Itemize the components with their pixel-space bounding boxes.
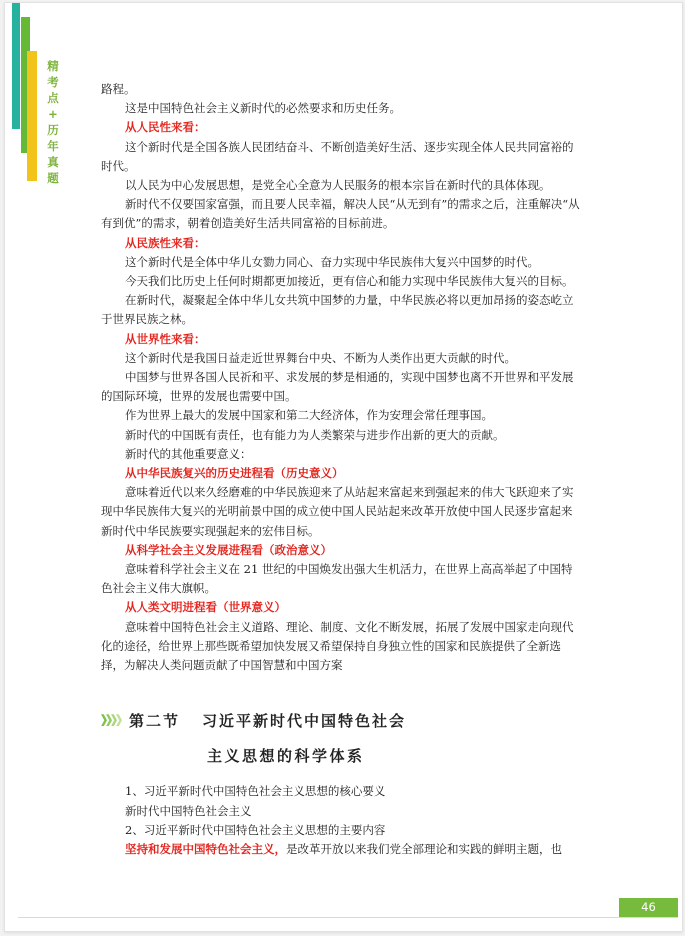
- section-body: [101, 782, 581, 859]
- list-item: 2、习近平新时代中国特色社会主义思想的主要内容: [125, 822, 386, 837]
- chevrons-icon: [101, 714, 121, 726]
- paragraph: 中国梦与世界各国人民祈和平、求发展的梦是相通的，实现中国梦也离不开世界和平发展的国际环境，世界的发展也需要中国。: [101, 370, 574, 404]
- decor-bar-teal: [12, 3, 20, 129]
- section-title-continued: 主义思想的科学体系: [207, 747, 365, 766]
- page-number: 46: [619, 898, 678, 917]
- highlight-text: 坚持和发展中国特色社会主义，: [125, 841, 286, 856]
- decor-bar-yellow: [27, 51, 37, 181]
- list-item: 新时代中国特色社会主义: [125, 803, 252, 818]
- paragraph: 这是中国特色社会主义新时代的必然要求和历史任务。: [125, 101, 401, 116]
- paragraph-text: 是改革开放以来我们党全部理论和实践的鲜明主题，也: [286, 841, 562, 856]
- paragraph: 作为世界上最大的发展中国家和第二大经济体，作为安理会常任理事国。: [125, 408, 493, 423]
- heading-people: 从人民性来看：: [125, 120, 206, 135]
- list-item: 1、习近平新时代中国特色社会主义思想的核心要义: [125, 784, 386, 799]
- paragraph: 这个新时代是全国各族人民团结奋斗、不断创造美好生活、逐步实现全体人民共同富裕的时代。: [101, 139, 574, 173]
- heading-world-significance: 从人类文明进程看（世界意义）: [125, 600, 286, 615]
- heading-political-significance: 从科学社会主义发展进程看（政治意义）: [125, 542, 332, 557]
- side-label: [45, 58, 61, 186]
- heading-world: 从世界性来看：: [125, 331, 206, 346]
- side-char: +: [48, 107, 58, 121]
- side-char: 精: [47, 59, 59, 73]
- paragraph: 路程。: [101, 82, 136, 96]
- side-char: 年: [47, 139, 59, 153]
- section-title: 习近平新时代中国特色社会: [202, 711, 407, 730]
- paragraph: [101, 840, 581, 859]
- footer-divider: [18, 917, 678, 918]
- paragraph: 新时代的中国既有责任，也有能力为人类繁荣与进步作出新的更大的贡献。: [125, 427, 505, 442]
- side-char: 点: [47, 91, 59, 105]
- paragraph: 新时代的其他重要意义：: [125, 446, 252, 461]
- paragraph: 今天我们比历史上任何时期都更加接近，更有信心和能力实现中华民族伟大复兴的目标。: [125, 274, 574, 289]
- paragraph: 意味着近代以来久经磨难的中华民族迎来了从站起来富起来到强起来的伟大飞跃迎来了实现中华民族伟大复兴的光明前景中国的成立使中国人民站起来改革开放使中国人民逐步富起来新时代中华民族要实现强起来的宏伟目标。: [101, 485, 574, 538]
- side-char: 历: [47, 123, 59, 137]
- paragraph: 意味着科学社会主义在 21 世纪的中国焕发出强大生机活力，在世界上高高举起了中国特色社会主义伟大旗帜。: [101, 562, 573, 596]
- side-char: 真: [47, 155, 59, 169]
- section-number: 第二节: [129, 711, 181, 730]
- heading-historical-significance: 从中华民族复兴的历史进程看（历史意义）: [125, 466, 344, 481]
- paragraph: 意味着中国特色社会主义道路、理论、制度、文化不断发展，拓展了发展中国家走向现代化的途径，给世界上那些既希望加快发展又希望保持自身独立性的国家和民族提供了全新选择，为解决人类问题贡献了中国智慧和中国方案: [101, 619, 574, 673]
- paragraph: 这个新时代是全体中华儿女勠力同心、奋力实现中华民族伟大复兴中国梦的时代。: [125, 254, 539, 269]
- heading-nation: 从民族性来看：: [125, 235, 206, 250]
- paragraph: 以人民为中心发展思想，是党全心全意为人民服务的根本宗旨在新时代的具体体现。: [125, 178, 551, 193]
- side-char: 考: [47, 75, 59, 89]
- paragraph: 这个新时代是我国日益走近世界舞台中央、不断为人类作出更大贡献的时代。: [125, 350, 516, 365]
- side-char: 题: [47, 171, 59, 185]
- section-header: [101, 707, 581, 766]
- main-content: [101, 80, 581, 859]
- paragraph: 在新时代，凝聚起全体中华儿女共筑中国梦的力量，中华民族必将以更加昂扬的姿态屹立于世界民族之林。: [101, 293, 574, 327]
- paragraph: 新时代不仅要国家富强，而且要人民幸福，解决人民“从无到有”的需求之后，注重解决“从有到优”的需求，朝着创造美好生活共同富裕的目标前进。: [101, 197, 580, 231]
